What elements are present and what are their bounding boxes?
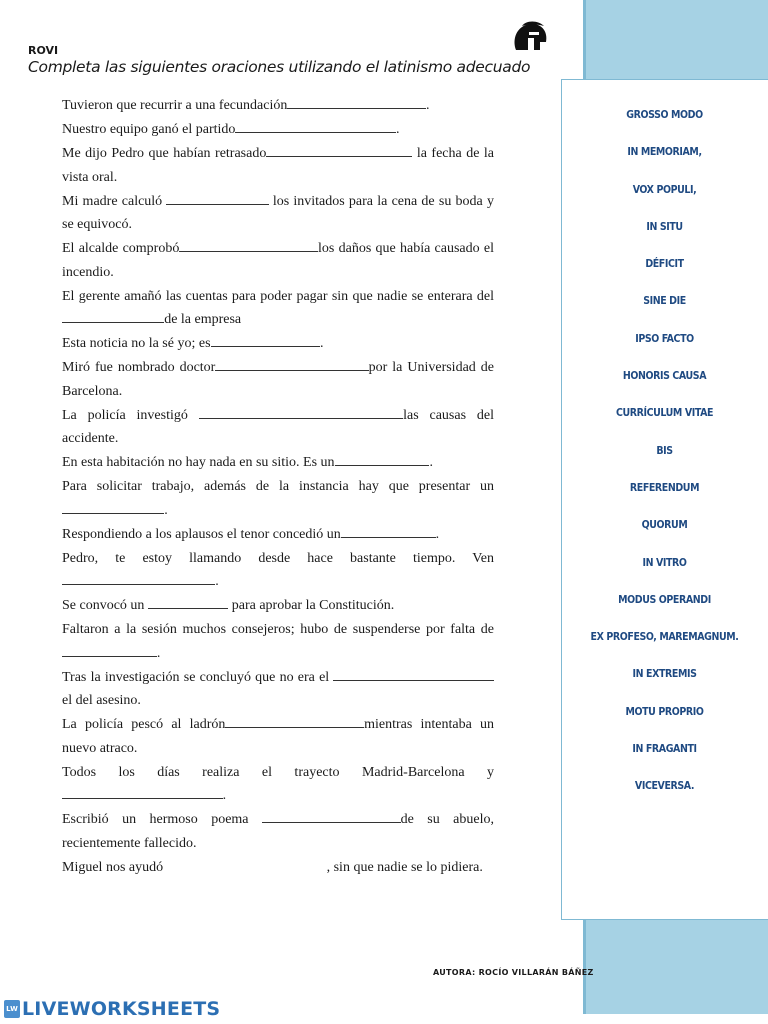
word-bank-item[interactable]: VICEVERSA. [634,780,695,793]
sentence-18 [62,761,494,808]
worksheet-title: Completa las siguientes oraciones utilizando el latinismo adecuado [28,58,531,76]
answer-blank-20[interactable] [167,858,327,871]
word-bank-item[interactable]: HONORIS CAUSA [622,370,707,383]
answer-blank-16[interactable] [333,667,494,681]
answer-blank-12[interactable] [341,524,436,538]
sentence-text-after: . [156,645,161,661]
sentence-17 [62,713,494,760]
sentence-text-after: . [429,455,433,470]
word-bank-item[interactable]: IN SITU [646,220,683,233]
sentence-text-after: , sin que nadie se lo pidiera. [326,859,483,875]
answer-blank-15[interactable] [62,643,157,657]
sentence-3 [62,142,494,189]
sentence-text-before: Faltaron a la sesión muchos consejeros; hubo de suspenderse por falta de [62,622,494,637]
sentence-text-before: Se convocó un [62,598,148,613]
sentence-text-before: El gerente amañó las cuentas para poder pagar sin que nadie se enterara del [62,288,494,304]
author-credit: AUTORA: ROCÍO VILLARÁN BÁÑEZ [433,968,594,977]
word-bank-panel [561,79,768,920]
sentence-text-after: . [320,336,324,351]
sentence-text-after: los daños que había causado el incendio. [62,241,494,280]
sentence-10 [62,451,494,475]
answer-blank-6[interactable] [62,309,164,323]
answer-blank-14[interactable] [148,595,228,609]
spartan-helmet-icon [508,20,552,56]
sentence-text-after: . [164,502,168,518]
sentence-text-after: los invitados para la cena de su boda y se equivocó. [62,193,494,232]
sentence-text-before: En esta habitación no hay nada en su sitio. Es un [62,455,335,470]
word-bank-item[interactable]: QUORUM [641,519,688,532]
word-bank-item[interactable]: VOX POPULI, [632,183,697,196]
answer-blank-9[interactable] [199,405,403,419]
word-bank-item[interactable]: EX PROFESO, MAREMAGNUM. [590,631,739,644]
sidebar-bottom-decoration [583,920,768,1014]
sentence-text-before: Nuestro equipo ganó el partido [62,122,236,137]
word-bank-item[interactable]: DÉFICIT [645,258,684,271]
answer-blank-11[interactable] [62,500,164,514]
sentence-text-after: para aprobar la Constitución. [228,598,395,613]
sentence-11 [62,475,494,522]
word-bank-item[interactable]: BIS [656,444,673,457]
answer-blank-5[interactable] [179,238,318,252]
answer-blank-13[interactable] [62,571,215,585]
sidebar-top-decoration [583,0,768,80]
sentence-text-before: Miró fue nombrado doctor [62,360,216,375]
sentence-text-before: El alcalde comprobó [62,241,180,256]
sentence-text-after: . [215,574,219,589]
sentence-text-after: el del asesino. [62,693,141,708]
word-bank-item[interactable]: CURRÍCULUM VITAE [615,407,714,420]
answer-blank-10[interactable] [335,452,430,466]
sentence-text-after: las causas del accidente. [62,407,494,446]
sentence-text-after: . [435,526,440,542]
word-bank-item[interactable]: SINE DIE [643,295,686,308]
sentence-text-before: Tras la investigación se concluyó que no era el [62,669,334,685]
sentence-text-before: Me dijo Pedro que habían retrasado [62,146,267,161]
sentence-text-before: Tuvieron que recurrir a una fecundación [62,98,288,113]
sentence-7 [62,332,494,356]
sentence-text-after: por la Universidad de Barcelona. [62,360,494,399]
answer-blank-1[interactable] [287,95,426,109]
sentence-text-before: Esta noticia no la sé yo; es [62,336,211,351]
sentence-text-before: Escribió un hermoso poema [62,812,262,827]
sentence-text-after: de la empresa [164,312,242,327]
word-bank-item[interactable]: IN EXTREMIS [632,668,697,681]
liveworksheets-brand[interactable] [4,998,220,1020]
answer-blank-17[interactable] [225,714,364,728]
sentence-text-after: . [222,788,227,803]
answer-blank-2[interactable] [235,119,396,133]
sentence-text-after: mientras intentaba un nuevo atraco. [62,717,494,756]
sentence-20 [62,856,494,880]
sentence-text-before: Respondiendo a los aplausos el tenor concedió un [62,526,341,542]
sentence-text-before: La policía pescó al ladrón [62,717,226,732]
worksheet-code: ROVI [28,44,59,57]
word-bank-item[interactable]: IN FRAGANTI [632,743,697,756]
word-bank-item[interactable]: REFERENDUM [629,481,700,494]
sentence-text-before: Para solicitar trabajo, además de la instancia hay que presentar un [62,479,494,494]
sentence-14 [62,594,494,618]
sentence-text-after: de su abuelo, recientemente fallecido. [62,812,495,851]
answer-blank-7[interactable] [211,333,321,347]
word-bank-list [562,108,767,817]
brand-name: LIVEWORKSHEETS [22,998,221,1020]
sentence-text-before: Pedro, te estoy llamando desde hace bastante tiempo. Ven [62,550,494,566]
sentence-text-before: La policía investigó [62,407,199,423]
sentence-6 [62,285,494,332]
word-bank-item[interactable]: GROSSO MODO [626,109,703,121]
sentence-4 [62,190,494,237]
sentence-text-before: Todos los días realiza el trayecto Madrid-Barcelona y [62,764,494,780]
word-bank-item[interactable]: IN MEMORIAM, [627,146,702,159]
sentence-5 [62,237,494,284]
sentence-8 [62,356,494,403]
sentence-text-before: Mi madre calculó [62,193,167,209]
answer-blank-18[interactable] [62,785,223,799]
sentence-19 [62,808,494,855]
answer-blank-3[interactable] [266,143,412,157]
sentence-list [62,94,494,880]
sentence-15 [62,618,494,665]
sentence-9 [62,404,494,451]
sentence-text-before: Miguel nos ayudó [62,859,167,875]
sentence-text-after: . [396,122,400,137]
word-bank-item[interactable]: MODUS OPERANDI [618,593,711,606]
sentence-13 [62,547,494,594]
word-bank-item[interactable]: IPSO FACTO [635,332,694,345]
word-bank-item[interactable]: MOTU PROPRIO [625,705,704,718]
word-bank-item[interactable]: IN VITRO [642,556,687,569]
answer-blank-8[interactable] [215,357,368,371]
answer-blank-4[interactable] [166,191,268,205]
sentence-2 [62,118,494,142]
sentence-12 [62,523,494,547]
sentence-1 [62,94,494,118]
sentence-text-after: la fecha de la vista oral. [62,146,494,185]
sentence-text-after: . [426,98,430,113]
answer-blank-19[interactable] [262,809,401,823]
sentence-16 [62,666,494,713]
liveworksheets-logo-icon: LW [4,1000,20,1018]
